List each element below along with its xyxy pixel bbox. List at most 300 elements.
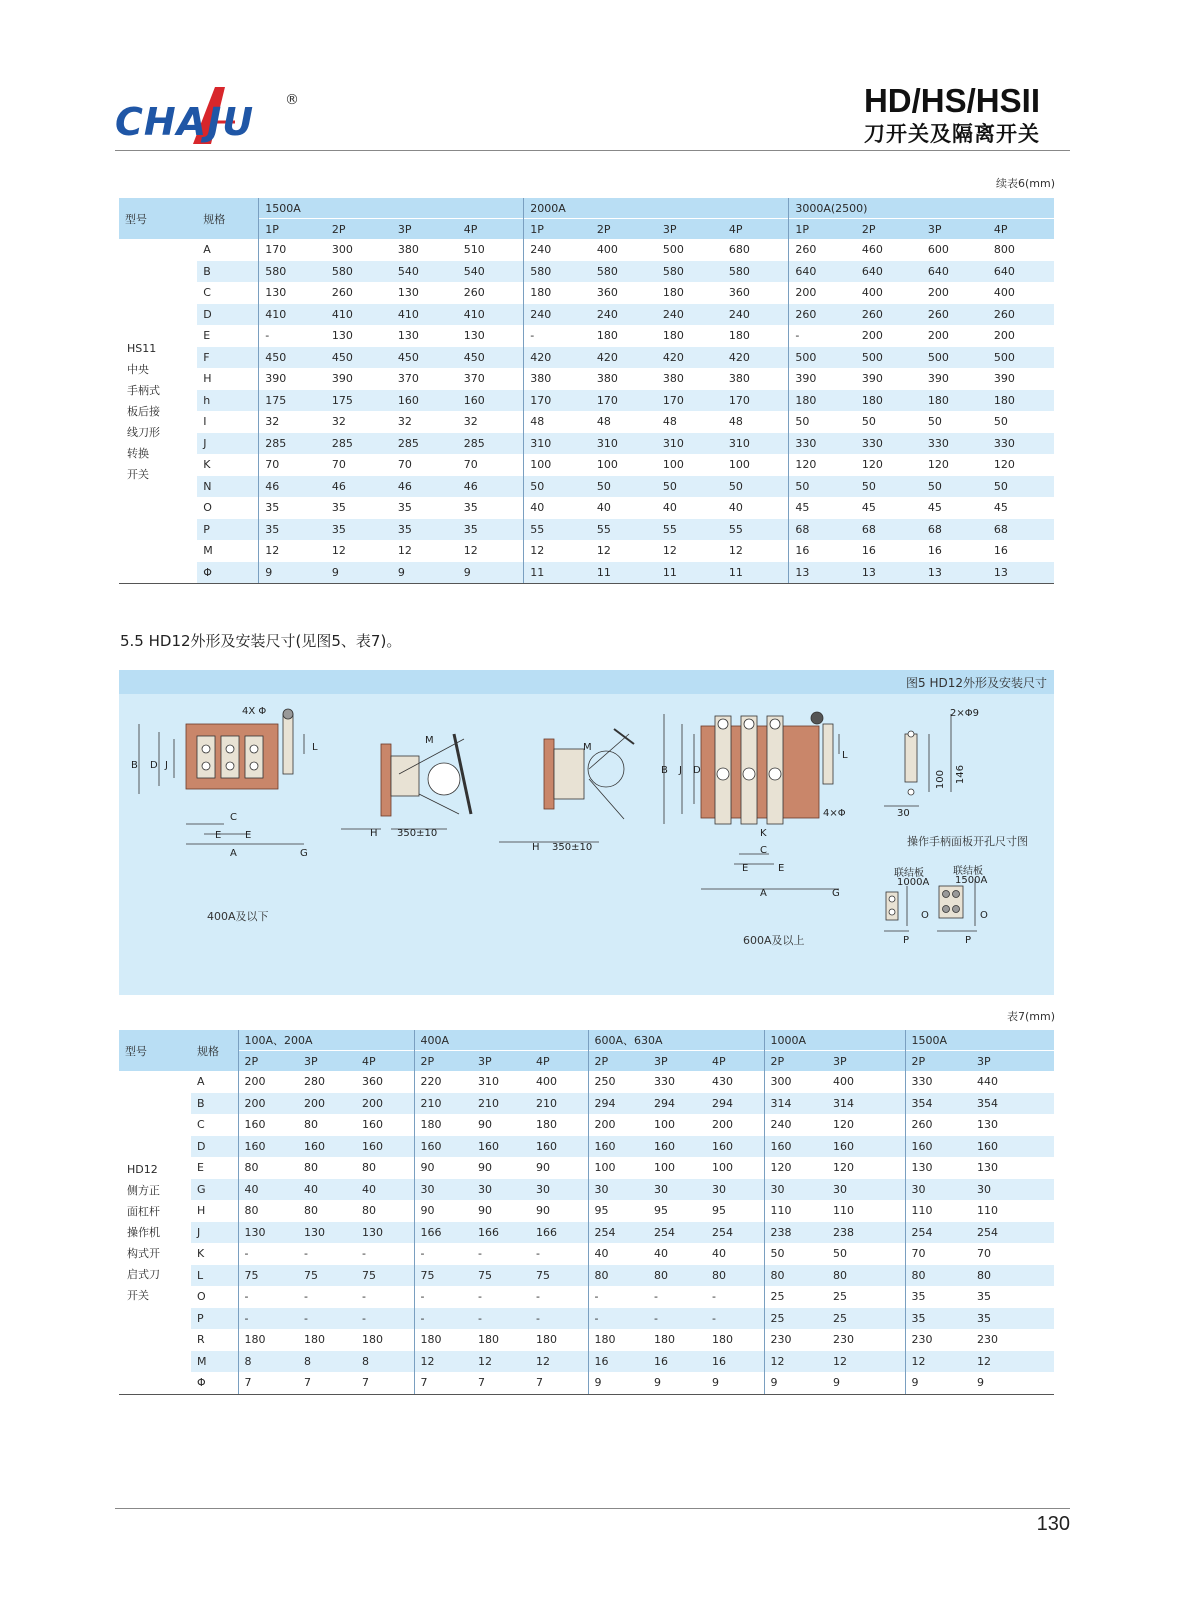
table-cell: 130: [356, 1222, 414, 1244]
table-cell: 370: [397, 372, 419, 386]
table-cell: 200: [927, 329, 949, 343]
dim-letter-H2: H: [532, 842, 540, 853]
table-row: [119, 1372, 1054, 1394]
table-cell: 50: [591, 476, 657, 498]
table-cell: 45: [789, 497, 856, 519]
table-cell: 170: [657, 390, 723, 412]
table-row: [119, 411, 1054, 433]
table-row: [119, 1179, 1054, 1201]
label-600a: 600A及以上: [743, 934, 805, 947]
table-cell: 354: [905, 1093, 971, 1115]
table-cell: 240: [524, 304, 591, 326]
table-cell: 110: [905, 1200, 971, 1222]
table-cell: -: [304, 1247, 308, 1261]
table-cell: -: [238, 1286, 298, 1308]
table-cell: 390: [927, 372, 949, 386]
table-cell: 460: [861, 243, 883, 257]
spec-key: J: [191, 1222, 238, 1244]
model-name-line: 构式开: [127, 1246, 160, 1260]
table-cell: 75: [356, 1265, 414, 1287]
table-cell: 310: [657, 433, 723, 455]
table-cell: 70: [463, 458, 478, 472]
spec-key: Φ: [191, 1372, 238, 1394]
table-cell: 180: [654, 1333, 675, 1347]
table-cell: 180: [922, 390, 988, 412]
table-cell: 80: [238, 1157, 298, 1179]
table-cell: 200: [861, 329, 883, 343]
page-number: 130: [1036, 1513, 1070, 1535]
table-cell: 40: [596, 501, 611, 515]
table-cell: 100: [596, 458, 618, 472]
table-cell: 390: [993, 372, 1015, 386]
table-row: [119, 347, 1054, 369]
dim-letter-J2: J: [679, 765, 682, 776]
table-cell: 170: [591, 390, 657, 412]
table-cell: 410: [259, 304, 326, 326]
table-cell: 160: [530, 1136, 588, 1158]
table-cell: 50: [922, 476, 988, 498]
table-cell: 254: [905, 1222, 971, 1244]
table-cell: 420: [591, 347, 657, 369]
table-cell: 12: [827, 1351, 905, 1373]
header-row-poles: [119, 219, 1054, 240]
table-cell: 220: [414, 1071, 472, 1093]
table-cell: -: [304, 1290, 308, 1304]
table-row: [119, 261, 1054, 283]
table-cell: 11: [524, 562, 591, 584]
table-cell: 48: [728, 415, 743, 429]
table-cell: 354: [971, 1093, 1054, 1115]
header-pole: 2P: [414, 1051, 472, 1072]
table-cell: 280: [304, 1075, 325, 1089]
table-cell: 180: [536, 1118, 557, 1132]
table-cell: 285: [458, 433, 524, 455]
table-cell: 9: [458, 562, 524, 584]
table-cell: 12: [530, 1351, 588, 1373]
table-cell: 680: [728, 243, 750, 257]
table-cell: 55: [524, 519, 591, 541]
table-cell: -: [238, 1243, 298, 1265]
table-cell: 238: [827, 1222, 905, 1244]
table-row: [119, 282, 1054, 304]
header-pole: 2P: [856, 219, 922, 240]
table-cell: 16: [648, 1351, 706, 1373]
header-pole: 2P: [588, 1051, 648, 1072]
table-cell: 32: [331, 415, 346, 429]
table-cell: 9: [392, 562, 458, 584]
table-cell: 30: [648, 1179, 706, 1201]
table-cell: 285: [392, 433, 458, 455]
dim-letter-B: B: [131, 760, 138, 771]
table-cell: 300: [331, 243, 353, 257]
dim-4xphi: 4X Φ: [242, 706, 267, 717]
table-cell: 180: [536, 1333, 557, 1347]
table-cell: 310: [524, 433, 591, 455]
spec-key: h: [197, 390, 259, 412]
table-cell: -: [238, 1308, 298, 1330]
switch-side-small-drawing-2: [499, 729, 634, 842]
table-cell: 120: [833, 1161, 854, 1175]
table-row: [119, 433, 1054, 455]
table-cell: 210: [472, 1093, 530, 1115]
table-cell: 35: [971, 1308, 1054, 1330]
table-cell: 580: [326, 261, 392, 283]
table-cell: 130: [331, 329, 353, 343]
table-row: [119, 390, 1054, 412]
table-cell: 68: [922, 519, 988, 541]
header-spec: 规格: [191, 1030, 238, 1071]
table-cell: 30: [706, 1179, 764, 1201]
table-cell: 68: [789, 519, 856, 541]
table-cell: 450: [259, 347, 326, 369]
table-cell: 260: [789, 304, 856, 326]
table-cell: 32: [463, 415, 478, 429]
header-group: 3000A(2500): [789, 198, 1054, 219]
model-name-line: 开关: [127, 467, 149, 481]
table-cell: 640: [988, 261, 1054, 283]
table-cell: 180: [478, 1333, 499, 1347]
header-model: 型号: [119, 198, 197, 239]
table-cell: 7: [414, 1372, 472, 1394]
model-name: [119, 239, 197, 584]
table-cell: 50: [789, 411, 856, 433]
table-cell: 120: [927, 458, 949, 472]
table-cell: -: [362, 1290, 366, 1304]
model-name-line: 启式刀: [127, 1267, 160, 1281]
table-cell: 90: [536, 1161, 550, 1175]
dim-letter-J: J: [165, 760, 168, 771]
header-pole: 3P: [472, 1051, 530, 1072]
table-cell: 180: [588, 1329, 648, 1351]
table-cell: 50: [789, 476, 856, 498]
spec-key: A: [203, 243, 211, 257]
table-cell: 30: [530, 1179, 588, 1201]
table-cell: 160: [827, 1136, 905, 1158]
dim-2xphi9: 2×Φ9: [950, 708, 979, 719]
table-cell: 310: [723, 433, 789, 455]
table-cell: 35: [326, 519, 392, 541]
table-cell: 360: [362, 1075, 383, 1089]
table-cell: 230: [764, 1329, 827, 1351]
table-cell: -: [472, 1308, 530, 1330]
header-group: 400A: [414, 1030, 588, 1051]
table-cell: 40: [356, 1179, 414, 1201]
header-group: 1000A: [764, 1030, 905, 1051]
table-cell: 180: [728, 329, 750, 343]
table-cell: 40: [662, 501, 677, 515]
table-cell: 130: [977, 1161, 998, 1175]
dim-letter-E2: E: [245, 830, 252, 841]
table-cell: 12: [971, 1351, 1054, 1373]
table-cell: 300: [764, 1071, 827, 1093]
table-cell: 430: [712, 1075, 733, 1089]
dim-letter-E3: E: [742, 863, 749, 874]
table-cell: 120: [861, 458, 883, 472]
dim-letter-L2: L: [842, 750, 848, 761]
registered-mark: ®: [285, 92, 299, 108]
header-pole: 4P: [356, 1051, 414, 1072]
section-title: 5.5 HD12外形及安装尺寸(见图5、表7)。: [120, 632, 402, 650]
table-cell: 180: [856, 390, 922, 412]
table-cell: 390: [259, 368, 326, 390]
header-pole: 4P: [530, 1051, 588, 1072]
table-cell: 7: [238, 1372, 298, 1394]
table-cell: 200: [588, 1114, 648, 1136]
table-cell: 160: [905, 1136, 971, 1158]
dim-letter-P: P: [903, 935, 910, 946]
table-cell: 260: [905, 1114, 971, 1136]
table-cell: 100: [712, 1161, 733, 1175]
table-cell: 75: [472, 1265, 530, 1287]
table-row: [119, 368, 1054, 390]
table-row: [119, 1286, 1054, 1308]
table-cell: 310: [478, 1075, 499, 1089]
table-row: [119, 1329, 1054, 1351]
table-cell: 35: [905, 1286, 971, 1308]
dim-letter-L: L: [312, 742, 318, 753]
page-title: HD/HS/HSII: [863, 82, 1040, 119]
model-name-line: 转换: [127, 446, 149, 460]
table-cell: 230: [833, 1333, 854, 1347]
dim-letter-K: K: [760, 828, 767, 839]
table-cell: 175: [259, 390, 326, 412]
table-cell: -: [259, 325, 326, 347]
table-cell: -: [362, 1247, 366, 1261]
table-cell: 25: [764, 1286, 827, 1308]
table-cell: 7: [298, 1372, 356, 1394]
dim-letter-M2: M: [583, 742, 592, 753]
table6-caption: 续表6(mm): [995, 177, 1055, 190]
table-cell: 294: [648, 1093, 706, 1115]
table-cell: 16: [789, 540, 856, 562]
dim-146: 146: [955, 765, 966, 785]
table-cell: 370: [463, 372, 485, 386]
dim-350-a: 350±10: [397, 828, 438, 839]
table-cell: 45: [993, 501, 1008, 515]
table-cell: 180: [988, 390, 1054, 412]
table-cell: 200: [238, 1071, 298, 1093]
table-cell: 80: [706, 1265, 764, 1287]
table-cell: 410: [392, 304, 458, 326]
header-pole: 1P: [789, 219, 856, 240]
table-cell: 410: [458, 304, 524, 326]
table-cell: 380: [662, 372, 684, 386]
table-cell: 80: [971, 1265, 1054, 1287]
table-cell: 25: [764, 1308, 827, 1330]
table-cell: 100: [654, 1161, 675, 1175]
table-cell: 9: [326, 562, 392, 584]
table-cell: 500: [789, 347, 856, 369]
table-cell: 130: [905, 1157, 971, 1179]
table-cell: 40: [712, 1247, 726, 1261]
table-cell: 12: [331, 544, 346, 558]
table-cell: 35: [259, 519, 326, 541]
header-pole: 2P: [764, 1051, 827, 1072]
header-row-poles: [119, 1051, 1054, 1072]
header-group: 600A、630A: [588, 1030, 764, 1051]
table-cell: 580: [591, 261, 657, 283]
table-cell: 130: [397, 286, 419, 300]
table-cell: 390: [861, 372, 883, 386]
table-cell: 12: [764, 1351, 827, 1373]
table-cell: 12: [524, 540, 591, 562]
table-cell: 70: [977, 1247, 991, 1261]
table-cell: 500: [988, 347, 1054, 369]
dim-100: 100: [935, 770, 946, 790]
table-cell: 12: [662, 544, 677, 558]
table-cell: 9: [905, 1372, 971, 1394]
table-cell: 314: [764, 1093, 827, 1115]
table-cell: 160: [588, 1136, 648, 1158]
table-cell: 70: [331, 458, 346, 472]
table-row: [119, 304, 1054, 326]
table-cell: -: [298, 1308, 356, 1330]
table-cell: 160: [458, 390, 524, 412]
handle-hole-drawing: [884, 714, 951, 806]
table-cell: 50: [524, 476, 591, 498]
table-cell: 254: [971, 1222, 1054, 1244]
table-cell: 30: [764, 1179, 827, 1201]
table-cell: 160: [298, 1136, 356, 1158]
table-cell: 240: [657, 304, 723, 326]
spec-key: D: [197, 304, 259, 326]
dim-letter-H: H: [370, 828, 378, 839]
table-cell: 70: [397, 458, 412, 472]
table-cell: 68: [988, 519, 1054, 541]
table-cell: -: [536, 1290, 540, 1304]
table-cell: 30: [588, 1179, 648, 1201]
table-cell: 180: [596, 329, 618, 343]
table-cell: 330: [988, 433, 1054, 455]
table7: [119, 1030, 1054, 1395]
table-row: [119, 239, 1054, 261]
table-cell: 9: [648, 1372, 706, 1394]
table-cell: 175: [326, 390, 392, 412]
table-row: [119, 1114, 1054, 1136]
table-cell: 50: [833, 1247, 847, 1261]
table-cell: 13: [988, 562, 1054, 584]
dim-letter-M: M: [425, 735, 434, 746]
table-cell: 250: [588, 1071, 648, 1093]
table-cell: 510: [463, 243, 485, 257]
handle-hole-label: 操作手柄面板开孔尺寸图: [907, 835, 1028, 848]
table-cell: 500: [662, 243, 684, 257]
table-cell: 400: [833, 1075, 854, 1089]
table-cell: 95: [588, 1200, 648, 1222]
table-cell: 16: [993, 544, 1008, 558]
spec-key: O: [197, 1290, 206, 1304]
table-cell: 180: [662, 329, 684, 343]
table-cell: 75: [238, 1265, 298, 1287]
table-cell: 210: [530, 1093, 588, 1115]
spec-key: B: [191, 1093, 238, 1115]
table-cell: 170: [524, 390, 591, 412]
table-cell: 160: [238, 1136, 298, 1158]
table-cell: 50: [723, 476, 789, 498]
table-cell: 380: [728, 372, 750, 386]
table-cell: 130: [259, 282, 326, 304]
table-row: [119, 1351, 1054, 1373]
spec-key: M: [203, 544, 213, 558]
table-cell: 450: [458, 347, 524, 369]
table-cell: 9: [259, 562, 326, 584]
table-cell: 130: [463, 329, 485, 343]
spec-key: J: [197, 433, 259, 455]
table-cell: 35: [977, 1290, 991, 1304]
dim-letter-O2: O: [980, 910, 988, 921]
table-cell: 160: [764, 1136, 827, 1158]
table-cell: 540: [458, 261, 524, 283]
table-cell: 8: [356, 1351, 414, 1373]
table-cell: 11: [723, 562, 789, 584]
page-subtitle: 刀开关及隔离开关: [864, 122, 1040, 146]
table-row: [119, 1243, 1054, 1265]
table-cell: 40: [728, 501, 743, 515]
table-cell: 800: [993, 243, 1015, 257]
table-cell: 166: [530, 1222, 588, 1244]
table-cell: 12: [397, 544, 412, 558]
table-cell: 46: [326, 476, 392, 498]
table-cell: 400: [861, 286, 883, 300]
table-cell: 7: [472, 1372, 530, 1394]
table-cell: 230: [905, 1329, 971, 1351]
table-cell: 12: [414, 1351, 472, 1373]
table-cell: 46: [458, 476, 524, 498]
table-cell: 260: [988, 304, 1054, 326]
table-cell: 360: [596, 286, 618, 300]
plate-1000-label-1: 联结板: [894, 868, 924, 879]
table-cell: 40: [298, 1179, 356, 1201]
table-cell: 254: [588, 1222, 648, 1244]
table-cell: 12: [596, 544, 611, 558]
table-cell: 180: [414, 1329, 472, 1351]
table-cell: 294: [706, 1093, 764, 1115]
model-name-line: 板后接: [127, 404, 160, 418]
table-cell: -: [536, 1247, 540, 1261]
table-cell: 80: [304, 1118, 318, 1132]
table-cell: 90: [478, 1118, 492, 1132]
table-cell: 16: [588, 1351, 648, 1373]
spec-key: B: [197, 261, 259, 283]
model-name-line: HD12: [127, 1162, 158, 1176]
table-cell: 70: [905, 1243, 971, 1265]
model-name: [119, 1071, 191, 1394]
footer-divider: [115, 1508, 1070, 1509]
table-cell: 210: [414, 1093, 472, 1115]
table-cell: 330: [922, 433, 988, 455]
table-cell: 500: [856, 347, 922, 369]
table-cell: 35: [397, 501, 412, 515]
dim-4xphi-large: 4×Φ: [823, 808, 846, 819]
spec-key: H: [197, 1204, 206, 1218]
spec-key: C: [203, 286, 211, 300]
table-cell: 11: [657, 562, 723, 584]
table-cell: 120: [764, 1157, 827, 1179]
table-cell: -: [478, 1247, 482, 1261]
table-cell: 46: [259, 476, 326, 498]
table-cell: 32: [397, 415, 412, 429]
header-pole: 3P: [922, 219, 988, 240]
table-cell: 7: [356, 1372, 414, 1394]
table-row: [119, 454, 1054, 476]
table-cell: 600: [927, 243, 949, 257]
table-cell: 200: [789, 282, 856, 304]
table-cell: 48: [596, 415, 611, 429]
header-pole: 2P: [905, 1051, 971, 1072]
table-cell: 160: [392, 390, 458, 412]
dim-letter-A: A: [230, 848, 237, 859]
table-cell: 16: [927, 544, 942, 558]
